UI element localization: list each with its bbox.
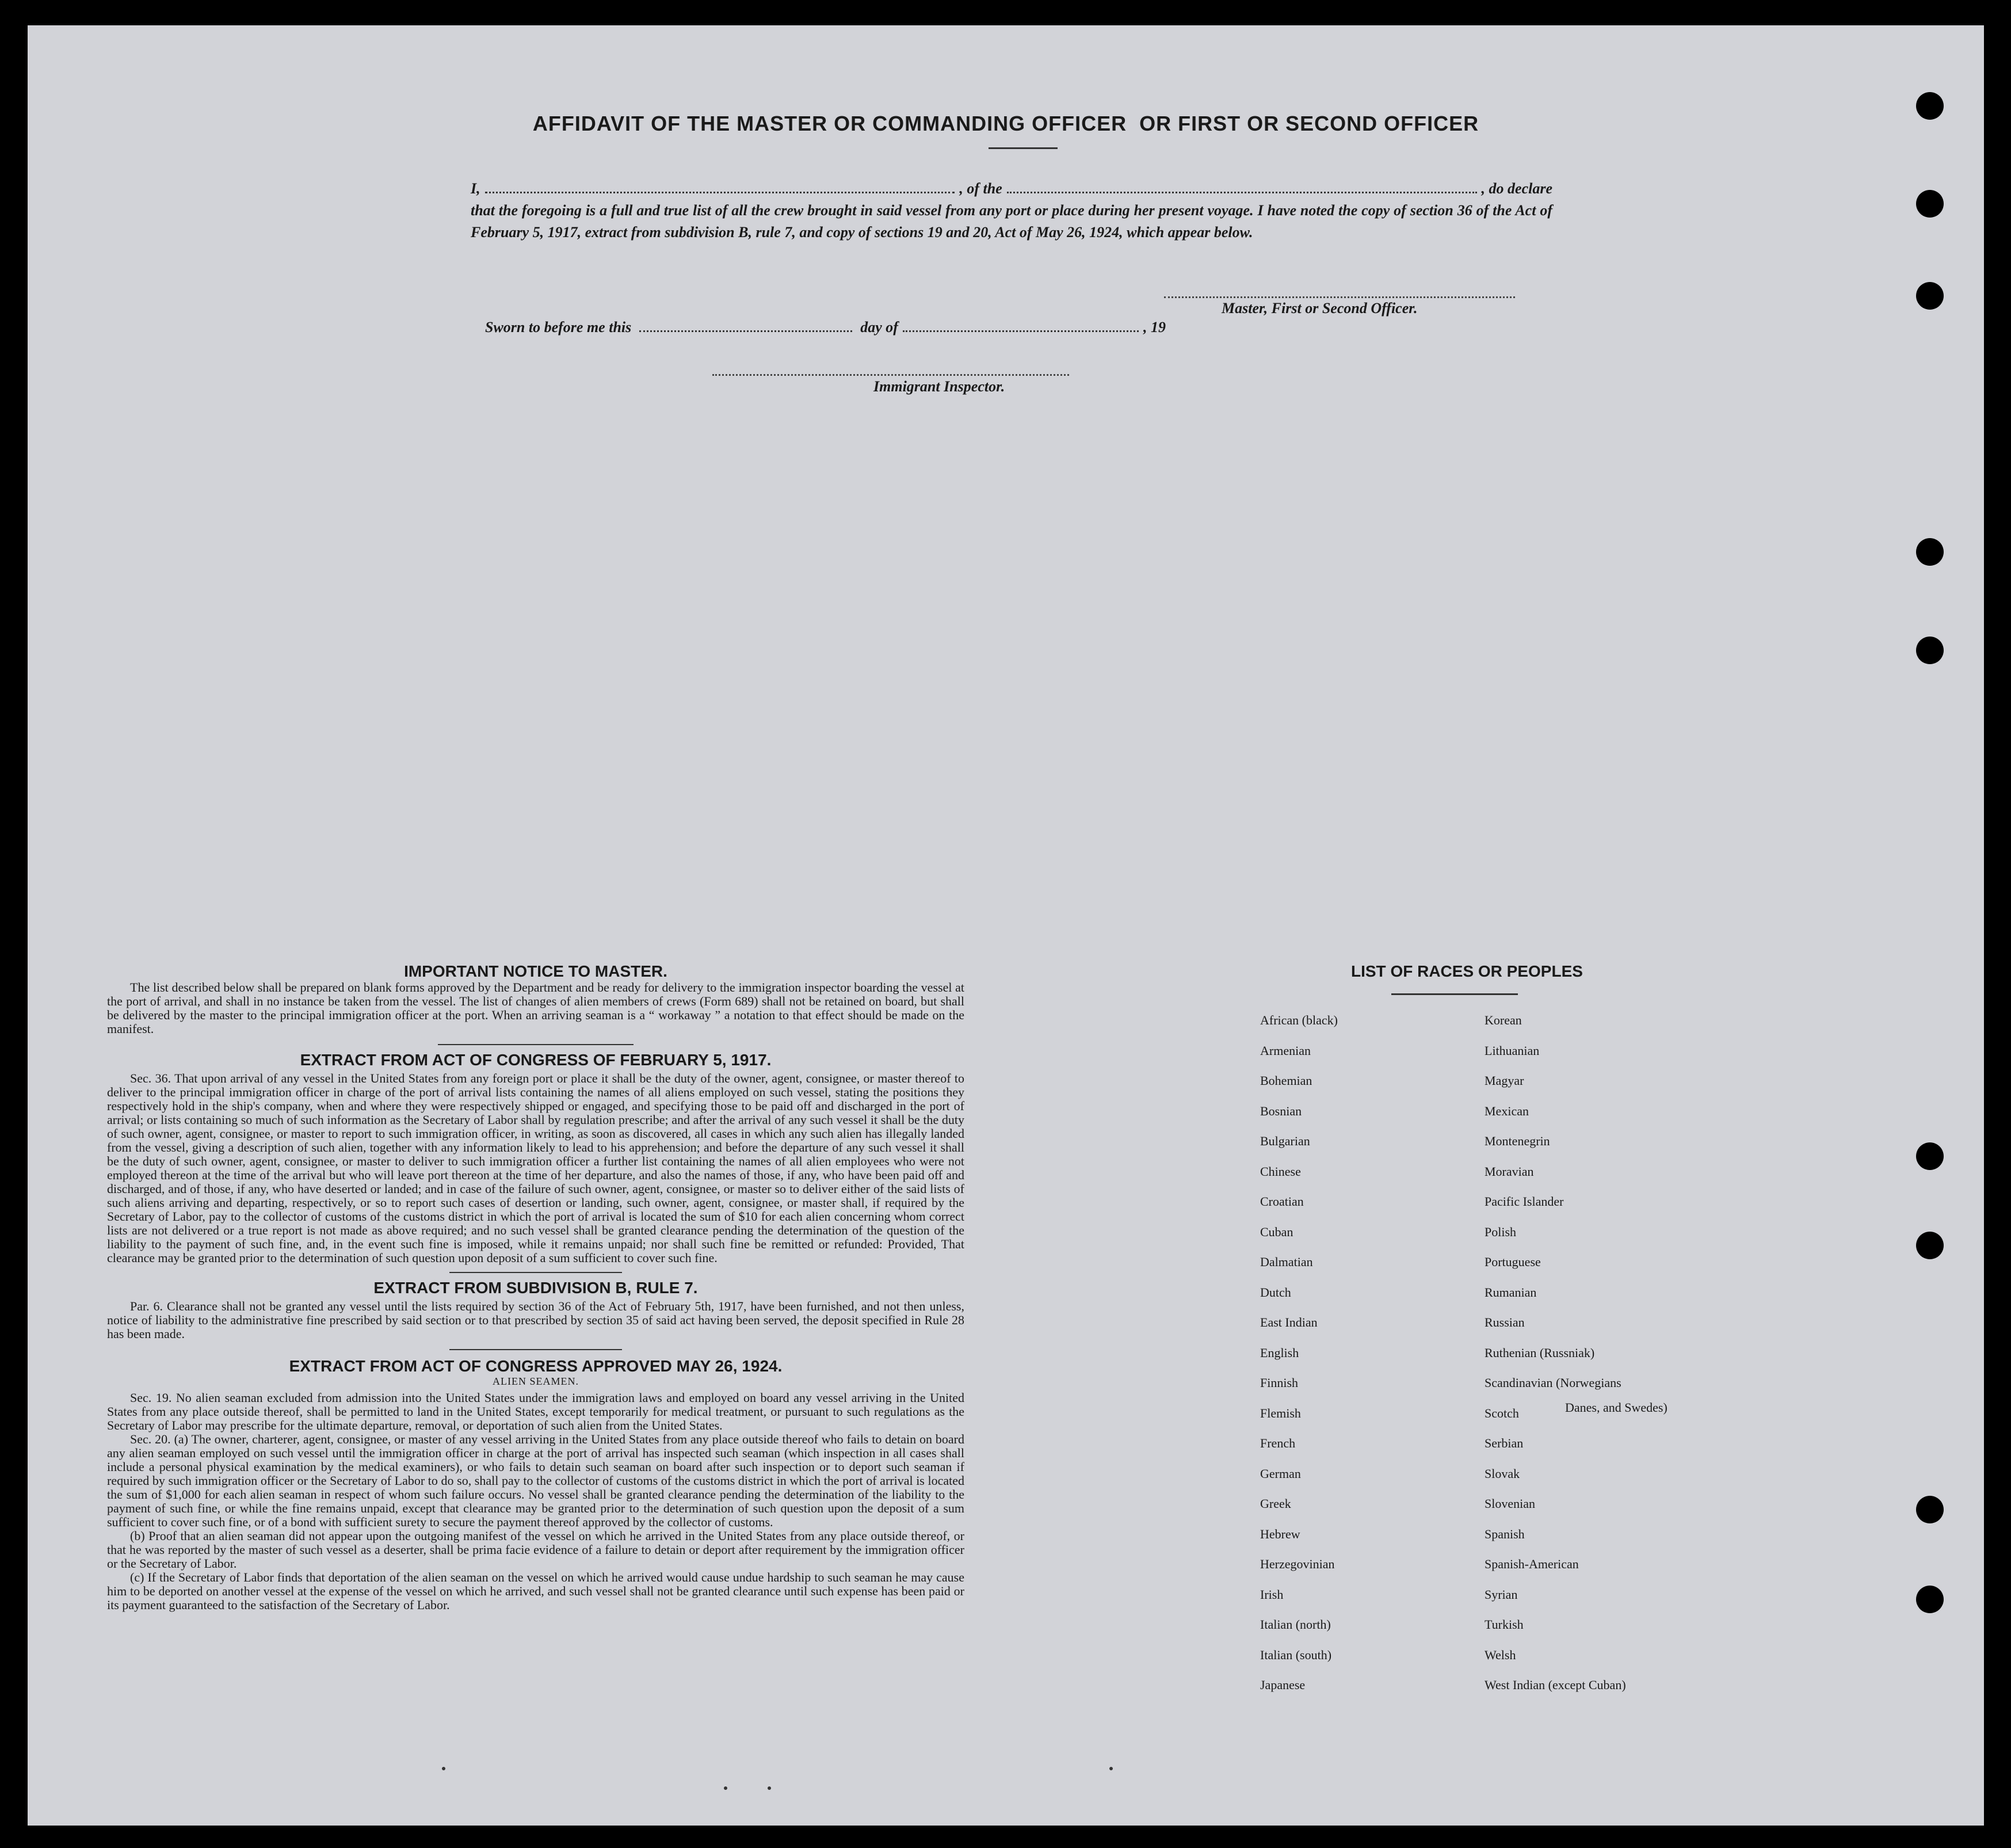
race-item: Pacific Islander: [1485, 1194, 1564, 1209]
speck: [724, 1786, 727, 1790]
year-label: , 19: [1143, 319, 1166, 336]
race-item: Lithuanian: [1485, 1043, 1540, 1058]
i-prefix: I,: [471, 180, 480, 197]
of-the-label: , of the: [959, 180, 1002, 197]
race-item: Slovak: [1485, 1466, 1520, 1481]
rule7-text: Par. 6. Clearance shall not be granted any vessel until the lists required by section 36 of the Act of February 5th, 1917, have been furnished, and not then unless, notice of liability to the administrative fine prescribed by said section or to that prescribed by section 35 of said act having been served, the deposit specified in Rule 28 has been made.: [107, 1299, 964, 1341]
do-declare-label: , do declare: [1481, 180, 1553, 197]
race-item: French: [1260, 1436, 1296, 1450]
sworn-line: [485, 319, 1233, 336]
race-item: Greek: [1260, 1496, 1291, 1511]
race-item: West Indian (except Cuban): [1485, 1678, 1626, 1692]
extract-1924-heading: EXTRACT FROM ACT OF CONGRESS APPROVED MAY 26, 1924.: [289, 1357, 783, 1375]
inspector-signature-line[interactable]: [712, 372, 1069, 376]
sworn-prefix: Sworn to before me this: [485, 319, 632, 336]
punch-hole: [1916, 1142, 1944, 1170]
race-item: East Indian: [1260, 1315, 1318, 1329]
race-item: Croatian: [1260, 1194, 1304, 1209]
race-item: English: [1260, 1346, 1299, 1360]
sec-19: Sec. 19. No alien seaman excluded from admission into the United States under the immigration laws and employed on board any vessel arriving in the United States from any place outside thereof, shall be permitted to land in the United States, except temporarily for medical treatment, or pursuant to such regulations as the Secretary of Labor may prescribe for the ultimate departure, removal, or deportation of such alien from the United States.: [107, 1390, 964, 1432]
punch-hole: [1916, 282, 1944, 310]
divider: [438, 1044, 634, 1045]
race-item: Mexican: [1485, 1104, 1529, 1118]
race-item: Welsh: [1485, 1648, 1516, 1662]
race-item: German: [1260, 1466, 1301, 1481]
vessel-field[interactable]: [1007, 180, 1477, 193]
race-item: Armenian: [1260, 1043, 1311, 1058]
race-item: Russian: [1485, 1315, 1525, 1329]
race-item: Moravian: [1485, 1164, 1534, 1179]
sworn-day-field[interactable]: [639, 320, 852, 332]
race-item: Serbian: [1485, 1436, 1524, 1450]
speck: [768, 1786, 771, 1790]
affidavit-body: [471, 178, 1552, 243]
race-item: Magyar: [1485, 1073, 1524, 1088]
sec-20c: (c) If the Secretary of Labor finds that deportation of the alien seaman on the vessel on which he arrived would cause undue hardship to such seaman he may cause him to be deported on another vessel at the expense of the vessel on which he arrived, and such vessel shall not be granted clearance until such expense has been paid or its payment guaranteed to the satisfaction of the Secretary of Labor.: [107, 1570, 964, 1612]
race-item: Herzegovinian: [1260, 1557, 1335, 1571]
extract-1917-heading: EXTRACT FROM ACT OF CONGRESS OF FEBRUARY 5, 1917.: [300, 1051, 772, 1069]
race-item: Irish: [1260, 1587, 1284, 1602]
divider: [449, 1349, 622, 1350]
race-item: Chinese: [1260, 1164, 1301, 1179]
name-field[interactable]: [485, 180, 955, 193]
punch-hole: [1916, 1232, 1944, 1259]
sworn-month-field[interactable]: [903, 320, 1139, 332]
punch-hole: [1916, 190, 1944, 218]
race-item: Spanish: [1485, 1527, 1525, 1541]
master-signature-line[interactable]: [1164, 295, 1515, 298]
race-item: Finnish: [1260, 1375, 1299, 1390]
extract-1917-text: Sec. 36. That upon arrival of any vessel in the United States from any foreign port or place it shall be the duty of the owner, agent, consignee, or master thereof to deliver to the principal immigration officer in charge of the port of arrival lists containing the names of all aliens employed on such vessel, stating the positions they respectively hold in the ship's company, when and where they were respectively shipped or engaged, and specifying those to be paid off and discharged in the port of arrival; or lists containing so much of such information as the Secretary of Labor shall by regulation prescribe; and after the arrival of any such vessel it shall be the duty of such owner, agent, consignee, or master to report to such immigration officer, in writing, as soon as discovered, all cases in which any such alien has illegally landed from the vessel, giving a description of such alien, together with any information likely to lead to his apprehension; and before the departure of any such vessel it shall be the duty of such owner, agent, consignee, or master to deliver to such immigration officer a further list containing the names of all alien employees who were not employed thereon at the time of the arrival but who will leave port thereon at the time of her departure, and also the names of those, if any, who have been paid off and discharged, and of those, if any, who have deserted or landed; and in case of the failure of such owner, agent, consignee, or master so to deliver either of the said lists of such aliens arriving and departing, respectively, or so to report such cases of desertion or landing, such owner, agent, consignee, or master shall, if required by the Secretary of Labor, pay to the collector of customs of the customs district in which the port of arrival is located the sum of $10 for each alien concerning whom correct lists are not delivered or a true report is not made as above required; and no such vessel shall be granted clearance pending the determination of the question of the liability to the payment of such fine, and, in the event such fine is imposed, while it remains unpaid; nor shall such fine be remitted or refunded: Provided, That clearance may be granted prior to the determination of such question upon deposit of a sum sufficient to cover such fine.: [107, 1071, 964, 1265]
race-item: Flemish: [1260, 1406, 1301, 1420]
affidavit-title: AFFIDAVIT OF THE MASTER OR COMMANDING OFFICER OR FIRST OR SECOND OFFICER: [532, 112, 1479, 135]
race-item: Bosnian: [1260, 1104, 1302, 1118]
race-item: Korean: [1485, 1013, 1522, 1027]
race-item-continuation: Danes, and Swedes): [1565, 1400, 1667, 1415]
races-title: LIST OF RACES OR PEOPLES: [1351, 962, 1583, 980]
race-item: Japanese: [1260, 1678, 1306, 1692]
day-of-label: day of: [860, 319, 898, 336]
race-item: Syrian: [1485, 1587, 1518, 1602]
race-item: Scandinavian (Norwegians: [1485, 1375, 1621, 1390]
race-item: Polish: [1485, 1225, 1517, 1239]
rule7-heading: EXTRACT FROM SUBDIVISION B, RULE 7.: [373, 1279, 698, 1297]
extract-1924-text: [107, 1391, 964, 1612]
punch-hole: [1916, 92, 1944, 120]
race-item: Portuguese: [1485, 1255, 1541, 1269]
declaration-line: [471, 178, 1552, 200]
punch-hole: [1916, 1496, 1944, 1523]
race-item: Hebrew: [1260, 1527, 1300, 1541]
race-item: Turkish: [1485, 1617, 1524, 1632]
punch-hole: [1916, 1586, 1944, 1613]
sec-20b: (b) Proof that an alien seaman did not appear upon the outgoing manifest of the vessel on which he arrived in the United States from any place outside thereof, or that he was reported by the master of such vessel as a deserter, shall be prima facie evidence of a failure to detain or deport after requirement by the immigration officer or the Secretary of Labor.: [107, 1529, 964, 1571]
punch-hole: [1916, 637, 1944, 664]
notice-text: The list described below shall be prepared on blank forms approved by the Department and be ready for delivery to the immigration inspector boarding the vessel at the port of arrival, and shall in no instance be taken from the vessel. The list of changes of alien members of crews (Form 689) shall not be retained on board, but shall be delivered by the master to the principal immigration officer at the port. When an arriving seaman is a “ workaway ” a notation to that effect should be made on the manifest.: [107, 980, 964, 1036]
race-item: Dalmatian: [1260, 1255, 1313, 1269]
race-item: African (black): [1260, 1013, 1338, 1027]
race-item: Dutch: [1260, 1285, 1291, 1300]
title-underline: [989, 147, 1058, 149]
document-page: [28, 25, 1984, 1826]
speck: [1109, 1767, 1113, 1770]
race-item: Ruthenian (Russniak): [1485, 1346, 1595, 1360]
affidavit-text: that the foregoing is a full and true list of all the crew brought in said vessel from any port or place during her present voyage. I have noted the copy of section 36 of the Act of February 5, 1917, extract from subdivision B, rule 7, and copy of sections 19 and 20, Act of May 26, 1924, which appear below.: [471, 202, 1552, 241]
race-item: Montenegrin: [1485, 1134, 1550, 1148]
race-item: Italian (south): [1260, 1648, 1332, 1662]
race-item: Spanish-American: [1485, 1557, 1579, 1571]
race-item: Bulgarian: [1260, 1134, 1310, 1148]
race-item: Rumanian: [1485, 1285, 1537, 1300]
inspector-label: Immigrant Inspector.: [873, 378, 1005, 395]
punch-hole: [1916, 538, 1944, 566]
alien-seamen-subheading: ALIEN SEAMEN.: [493, 1375, 579, 1387]
speck: [442, 1767, 445, 1770]
divider: [449, 1272, 622, 1273]
notices-column: [107, 962, 964, 1612]
races-underline: [1391, 993, 1518, 995]
race-item: Cuban: [1260, 1225, 1293, 1239]
race-item: Bohemian: [1260, 1073, 1312, 1088]
notice-heading: IMPORTANT NOTICE TO MASTER.: [404, 962, 667, 980]
race-item: Italian (north): [1260, 1617, 1331, 1632]
race-item: Slovenian: [1485, 1496, 1535, 1511]
master-label: Master, First or Second Officer.: [1222, 300, 1418, 317]
race-item: Scotch: [1485, 1406, 1519, 1420]
sec-20a: Sec. 20. (a) The owner, charterer, agent, consignee, or master of any vessel arriving in the United States from any place outside thereof who fails to detain on board any alien seaman employed on such vessel until the immigration officer in charge at the port of arrival has inspected such seaman (which inspection in all cases shall include a personal physical examination by the medical examiners), or who fails to detain such seaman on board after such inspection or to deport such seaman if required by such immigration officer or the Secretary of Labor to do so, shall pay to the collector of customs of the customs district in which the port of arrival is located the sum of $1,000 for each alien seaman in respect of whom such failure occurs. No vessel shall be granted clearance pending the determination of the liability to the payment of such fine, or while the fine remains unpaid, except that clearance may be granted prior to the determination of such question upon the deposit of a sum sufficient to cover such fine, or of a bond with sufficient surety to secure the payment thereof approved by the collector of customs.: [107, 1432, 964, 1529]
